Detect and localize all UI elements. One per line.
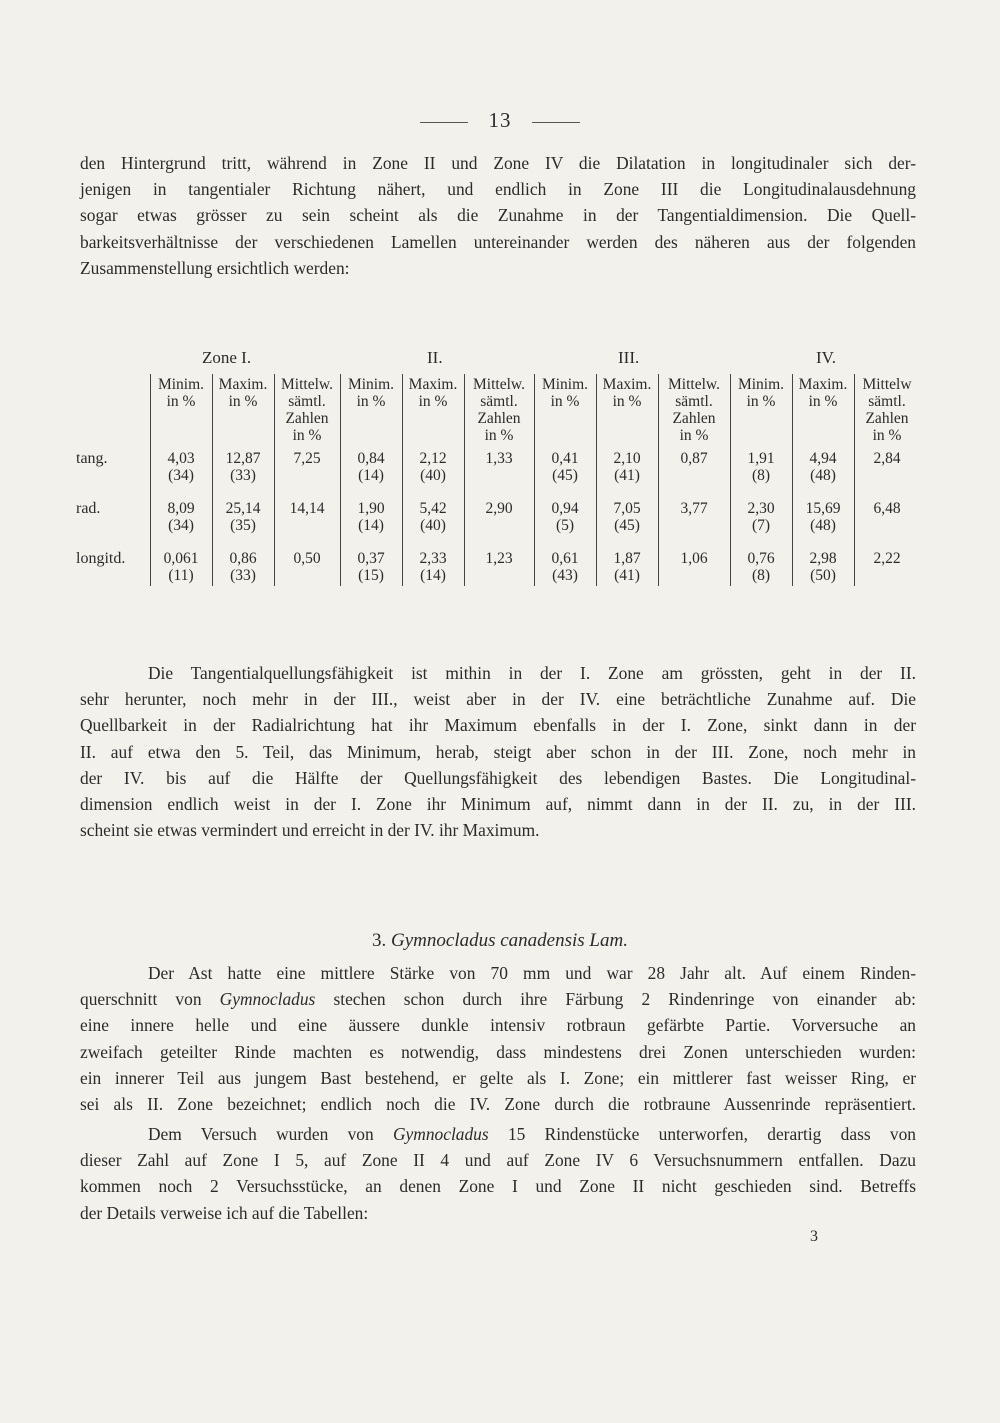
table-cell-min: 1,90 (14) [357, 500, 385, 534]
table-cell-max: 1,87 (41) [613, 550, 641, 584]
text-line: sehr herunter, noch mehr in der III., weist aber in der IV. eine beträchtliche Zunahme auf. Die [80, 689, 916, 710]
table-cell-max: 2,98 (50) [809, 550, 837, 584]
table-cell-mean: 7,25 [293, 450, 321, 467]
section-heading [0, 930, 1000, 952]
table-cell-min: 0,37 (15) [357, 550, 385, 584]
text-line: II. auf etwa den 5. Teil, das Minimum, herab, steigt aber schon in der III. Zone, noch mehr in [80, 741, 916, 762]
signature-mark: 3 [810, 1228, 818, 1245]
discussion-paragraph [80, 660, 916, 843]
table-cell-max: 7,05 (45) [613, 500, 641, 534]
col-header-min: Minim. in % [157, 376, 205, 410]
text-line: eine innere helle und eine äussere dunkle intensiv rotbraun gefärbte Partie. Vorversuche an [80, 1015, 916, 1036]
zone-header: IV. [816, 348, 836, 367]
swelling-table [72, 340, 922, 590]
table-cell-mean: 2,22 [873, 550, 901, 567]
col-header-mean: Mittelw. sämtl. Zahlen in % [473, 376, 525, 444]
text-line: jenigen in tangentialer Richtung nähert, und endlich in Zone III die Longitudinalausdehnung [80, 179, 916, 200]
text-line: scheint sie etwas vermindert und erreicht in der IV. ihr Maximum. [80, 820, 540, 841]
table-cell-max: 2,33 (14) [419, 550, 447, 584]
text-line: Der Ast hatte eine mittlere Stärke von 70 mm und war 28 Jahr alt. Auf einem Rinden- [148, 963, 916, 983]
table-cell-mean: 1,06 [680, 550, 708, 567]
header-rule-right [532, 122, 580, 123]
text-line: dieser Zahl auf Zone I 5, auf Zone II 4 und auf Zone IV 6 Versuchsnummern entfallen. Dazu [80, 1150, 916, 1171]
table-cell-mean: 3,77 [680, 500, 708, 517]
table-cell-min: 0,41 (45) [551, 450, 579, 484]
text-line: ein innerer Teil aus jungem Bast bestehend, er gelte als I. Zone; ein mittlerer fast weisser Ring, er [80, 1067, 916, 1088]
text-line: Die Tangentialquellungsfähigkeit ist mithin in der I. Zone am grössten, geht in der II. [148, 663, 916, 683]
table-cell-min: 0,61 (43) [551, 550, 579, 584]
zone-header: Zone I. [202, 348, 252, 367]
col-header-max: Maxim. in % [602, 376, 652, 410]
text-line: den Hintergrund tritt, während in Zone II und Zone IV die Dilatation in longitudinaler sich der- [80, 153, 916, 173]
table-cell-max: 25,14 (35) [225, 500, 261, 534]
text-line: Zusammenstellung ersichtlich werden: [80, 257, 350, 278]
row-label-longitd: longitd. [76, 550, 126, 567]
table-cell-mean: 2,90 [485, 500, 513, 517]
text-line: kommen noch 2 Versuchsstücke, an denen Zone I und Zone II nicht geschieden sind. Betreffs [80, 1176, 916, 1197]
col-header-max: Maxim. in % [408, 376, 458, 410]
table-cell-mean: 2,84 [873, 450, 901, 467]
table-cell-min: 8,09 (34) [167, 500, 195, 534]
col-header-mean: Mittelw. sämtl. Zahlen in % [668, 376, 720, 444]
text-line: zweifach geteilter Rinde machten es notwendig, dass mindestens drei Zonen unterschieden wurden: [80, 1041, 916, 1062]
table-cell-mean: 1,23 [485, 550, 513, 567]
text-line: querschnitt von Gymnocladus stechen schon durch ihre Färbung 2 Rindenringe von einander ab: [80, 989, 916, 1010]
col-header-max: Maxim. in % [798, 376, 848, 410]
col-header-mean: Mittelw. sämtl. Zahlen in % [281, 376, 333, 444]
table-cell-max: 12,87 (33) [225, 450, 261, 484]
table-cell-min: 1,91 (8) [747, 450, 775, 484]
text-line: sogar etwas grösser zu sein scheint als die Zunahme in der Tangentialdimension. Die Quell- [80, 205, 916, 226]
row-label-rad: rad. [76, 500, 101, 517]
table-cell-max: 0,86 (33) [229, 550, 257, 584]
table-cell-max: 15,69 (48) [805, 500, 841, 534]
col-header-max: Maxim. in % [218, 376, 268, 410]
table-cell-mean: 1,33 [485, 450, 513, 467]
gymnocladus-paragraph-1 [80, 960, 916, 1117]
col-header-min: Minim. in % [347, 376, 395, 410]
text-line: dimension endlich weist in der I. Zone ihr Minimum auf, nimmt dann in der II. zu, in der III. [80, 794, 916, 815]
species-name: Gymnocladus [393, 1124, 489, 1144]
table-cell-mean: 6,48 [873, 500, 901, 517]
table-cell-min: 0,94 (5) [551, 500, 579, 534]
section-title: Gymnocladus canadensis Lam. [391, 930, 628, 951]
gymnocladus-paragraph-2 [80, 1121, 916, 1226]
col-header-min: Minim. in % [541, 376, 589, 410]
table-cell-min: 0,76 (8) [747, 550, 775, 584]
zone-header: II. [427, 348, 443, 367]
col-header-min: Minim. in % [737, 376, 785, 410]
table-cell-min: 2,30 (7) [747, 500, 775, 534]
table-cell-max: 5,42 (40) [419, 500, 447, 534]
text-line: Dem Versuch wurden von Gymnocladus 15 Rindenstücke unterworfen, derartig dass von [148, 1124, 916, 1144]
species-name: Gymnocladus [219, 989, 316, 1010]
table-cell-max: 2,10 (41) [613, 450, 641, 484]
text-line: der IV. bis auf die Hälfte der Quellungsfähigkeit des lebendigen Bastes. Die Longitudinal- [80, 767, 916, 788]
intro-paragraph [80, 150, 916, 281]
table-cell-max: 2,12 (40) [419, 450, 447, 484]
text-line: der Details verweise ich auf die Tabellen: [80, 1202, 369, 1223]
table-cell-mean: 14,14 [289, 500, 325, 517]
table-cell-min: 4,03 (34) [167, 450, 195, 484]
zone-header: III. [618, 348, 640, 367]
text-line: barkeitsverhältnisse der verschiedenen Lamellen untereinander werden des näheren aus der folgenden [80, 231, 916, 252]
table-cell-min: 0,84 (14) [357, 450, 385, 484]
text-line: sei als II. Zone bezeichnet; endlich noch die IV. Zone durch die rotbraune Aussenrinde repräsentiert. [80, 1094, 916, 1115]
table-cell-min: 0,061 (11) [163, 550, 199, 584]
header-rule-left [420, 122, 468, 123]
section-number: 3. [372, 930, 387, 951]
page-number: 13 [488, 108, 512, 132]
table-cell-max: 4,94 (48) [809, 450, 837, 484]
table-cell-mean: 0,50 [293, 550, 321, 567]
row-label-tang: tang. [76, 450, 108, 467]
table-cell-mean: 0,87 [680, 450, 708, 467]
page-header [0, 108, 1000, 133]
col-header-mean: Mittelw sämtl. Zahlen in % [862, 376, 912, 444]
text-line: Quellbarkeit in der Radialrichtung hat ihr Maximum ebenfalls in der I. Zone, sinkt dann in der [80, 715, 916, 736]
